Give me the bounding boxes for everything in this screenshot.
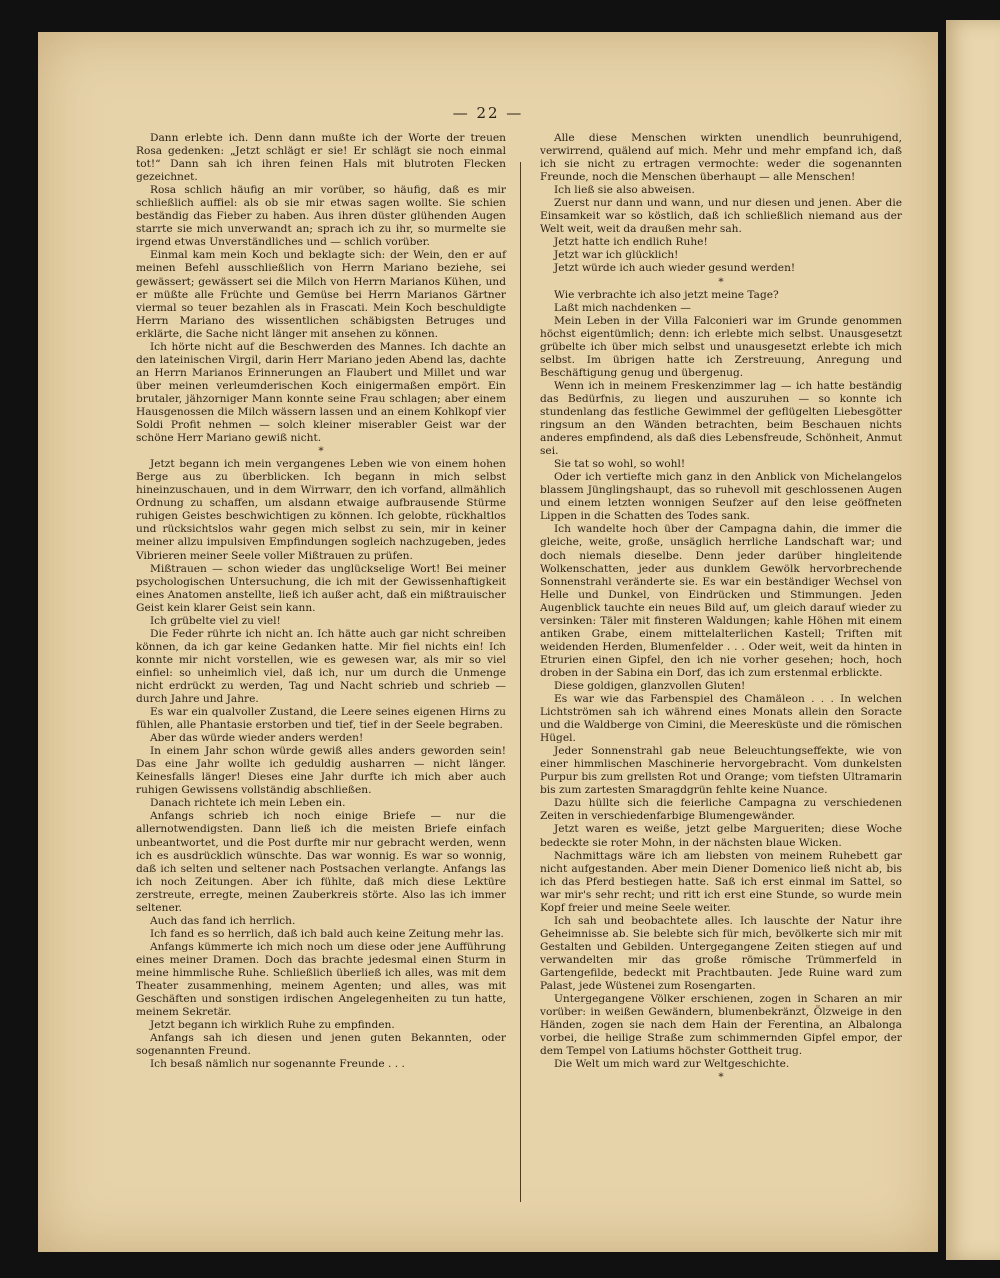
paragraph: Ich fand es so herrlich, daß ich bald auch keine Zeitung mehr las. — [150, 927, 504, 940]
paragraph: Die Feder rührte ich nicht an. Ich hätte auch gar nicht schreiben können, da ich gar keine Gedanken hatte. Mir fiel nichts ein! Ich konnte mir nicht vorstellen, wie es gewesen war, als mir so viel einfiel: so unheimlich viel, daß ich, nur um durch die Unmenge nicht erdrückt zu werden, Tag und Nacht schrieb und schrieb — durch Jahre und Jahre. — [136, 627, 506, 706]
paragraph: Jetzt waren es weiße, jetzt gelbe Margueriten; diese Woche bedeckte sie roter Mohn, in der nächsten blaue Wicken. — [540, 823, 902, 849]
paragraph: Jetzt hatte ich endlich Ruhe! — [554, 236, 708, 249]
paragraph: Rosa schlich häufig an mir vorüber, so häufig, daß es mir schließlich auffiel: als ob sie mir etwas sagen wollte. Sie schien beständig das Fieber zu haben. Aus ihren düster glühenden Augen starrte sie mich unverwandt an; sprach ich zu ihr, so murmelte sie irgend etwas Unverständliches und — schlich vorüber. — [136, 184, 506, 249]
paragraph: In einem Jahr schon würde gewiß alles anders geworden sein! Das eine Jahr wollte ich geduldig ausharren — nicht länger. Keinesfalls länger! Dieses eine Jahr durfte ich mich aber auch ruhigen Gewissens vollständig abschließen. — [136, 745, 506, 797]
column-divider — [520, 162, 521, 1202]
page-number: — 22 — — [452, 104, 524, 122]
paragraph: Wie verbrachte ich also jetzt meine Tage? — [554, 288, 779, 301]
paragraph: Jetzt würde ich auch wieder gesund werden! — [554, 262, 796, 275]
paragraph: Oder ich vertiefte mich ganz in den Anblick von Michelangelos blassem Jünglingshaupt, das so ruhevoll mit geschlossenen Augen und einem letzten wonnigen Seufzer auf den leise geöffneten Lippen in die Schatten des Todes sank. — [540, 471, 902, 523]
paragraph: Jeder Sonnenstrahl gab neue Beleuchtungseffekte, wie von einer himmlischen Maschinerie hervorgebracht. Vom dunkelsten Purpur bis zum grellsten Rot und Orange; vom tiefsten Ultramarin bis zum zartesten Smaragdgrün fehlte keine Nuance. — [540, 745, 902, 797]
paragraph: Untergegangene Völker erschienen, zogen in Scharen an mir vorüber: in weißen Gewändern, blumenbekränzt, Ölzweige in den Händen, zogen sie nach dem Hain der Ferentina, an Albalonga vorbei, die heilige Straße zum schimmernden Gipfel empor, der dem Tempel von Latiums höchster Gottheit trug. — [540, 993, 902, 1058]
paragraph: Laßt mich nachdenken — — [554, 301, 691, 314]
paragraph: Danach richtete ich mein Leben ein. — [150, 797, 346, 810]
paragraph: Alle diese Menschen wirkten unendlich beunruhigend, verwirrend, quälend auf mich. Mehr und mehr empfand ich, daß ich sie nicht zu ertragen vermochte: weder die sogenannten Freunde, noch die Menschen überhaupt — alle Menschen! — [540, 132, 902, 184]
paragraph: Anfangs schrieb ich noch einige Briefe — nur die allernotwendigsten. Dann ließ ich die meisten Briefe einfach unbeantwortet, und die Post durfte mir nur gebracht werden, wenn ich es ausdrücklich wünschte. Das war wonnig. Es war so wonnig, daß ich selten und seltener nach Postsachen verlangte. Anfangs las ich noch Zeitungen. Aber ich fühlte, daß mich diese Lektüre zerstreute, erregte, meinen Zauberkreis störte. Also las ich immer seltener. — [136, 810, 506, 914]
paragraph: Aber das würde wieder anders werden! — [150, 732, 364, 745]
paragraph: Nachmittags wäre ich am liebsten von meinem Ruhebett gar nicht aufgestanden. Aber mein Diener Domenico ließ nicht ab, bis ich das Pferd bestiegen hatte. Saß ich erst einmal im Sattel, so war mir's sehr recht; und ritt ich erst eine Stunde, so wurde mein Kopf freier und meine Seele weiter. — [540, 849, 902, 914]
paragraph: Dazu hüllte sich die feierliche Campagna zu verschiedenen Zeiten in verschiedenfarbige Blumengewänder. — [540, 797, 902, 823]
paragraph: Jetzt war ich glücklich! — [554, 249, 679, 262]
paragraph: Anfangs sah ich diesen und jenen guten Bekannten, oder sogenannten Freund. — [136, 1032, 506, 1058]
paragraph: Jetzt begann ich mein vergangenes Leben wie von einem hohen Berge aus zu überblicken. Ich begann in mich selbst hineinzuschauen, und in dem Wirrwarr, den ich vorfand, allmählich Ordnung zu schaffen, um alsdann etwaige aufbrausende Stürme ruhigen Geistes beschwichtigen zu können. Ich gelobte, rückhaltlos und rücksichtslos wahr gegen mich selbst zu sein, mir in keiner meiner allzu impulsiven Empfindungen sogleich nachzugeben, jedes Vibrieren meiner Seele voller Mißtrauen zu prüfen. — [136, 458, 506, 562]
paragraph: Ich ließ sie also abweisen. — [554, 184, 695, 197]
section-separator: * — [318, 445, 324, 458]
paragraph: Diese goldigen, glanzvollen Gluten! — [554, 679, 746, 692]
paragraph: Auch das fand ich herrlich. — [150, 914, 296, 927]
paragraph: Ich hörte nicht auf die Beschwerden des Mannes. Ich dachte an den lateinischen Virgil, darin Herr Mariano jeden Abend las, dachte an Herrn Marianos Erinnerungen an Flaubert und Millet und war über meinen verleumderischen Koch einigermaßen empört. Ein brutaler, jähzorniger Mann konnte seine Frau schlagen; aber einem Hausgenossen die Milch wässern lassen und an einem Kohlkopf vier Soldi Profit nehmen — solch kleiner miserabler Geist war der schöne Herr Mariano gewiß nicht. — [136, 340, 506, 445]
paragraph: Dann erlebte ich. Denn dann mußte ich der Worte der treuen Rosa gedenken: „Jetzt schlägt er sie! Er schlägt sie noch einmal tot!“ Dann sah ich ihren feinen Hals mit blutroten Flecken gezeichnet. — [136, 132, 506, 184]
paragraph: Einmal kam mein Koch und beklagte sich: der Wein, den er auf meinen Befehl ausschließlich von Herrn Mariano beziehe, sei gewässert; gewässert sei die Milch von Herrn Marianos Kühen, und er müßte alle Früchte und Gemüse bei Herrn Marianos Gärtner viermal so teuer bezahlen als in Frascati. Mein Koch beschuldigte Herrn Mariano des wissentlichen schäbigsten Betruges und erklärte, die Sache nicht länger mit ansehen zu können. — [136, 249, 506, 340]
paragraph: Sie tat so wohl, so wohl! — [554, 458, 686, 471]
right-text-column — [540, 132, 902, 1084]
paragraph: Es war wie das Farbenspiel des Chamäleon . . . In welchen Lichtströmen sah ich während eines Monats allein den Soracte und die Waldberge von Cimini, die Meeresküste und die römischen Hügel. — [540, 693, 902, 745]
section-separator: * — [718, 1071, 724, 1084]
left-text-column — [136, 132, 506, 1071]
paragraph: Ich grübelte viel zu viel! — [150, 614, 281, 627]
section-separator: * — [718, 275, 724, 288]
newspaper-page — [38, 32, 938, 1252]
adjacent-page-edge — [946, 20, 1000, 1260]
paragraph: Wenn ich in meinem Freskenzimmer lag — ich hatte beständig das Bedürfnis, zu liegen und auszuruhen — so konnte ich stundenlang das festliche Gewimmel der geflügelten Liebesgötter ringsum an den Wänden betrachten, beim Beschauen nichts anderes empfindend, als daß dies Lebensfreude, Schönheit, Anmut sei. — [540, 379, 902, 458]
paragraph: Anfangs kümmerte ich mich noch um diese oder jene Aufführung eines meiner Dramen. Doch das brachte jedesmal einen Sturm in meine himmlische Ruhe. Schließlich überließ ich alles, was mit dem Theater zusammenhing, meinem Agenten; und alles, was mit Geschäften und sonstigen irdischen Angelegenheiten zu tun hatte, meinem Sekretär. — [136, 940, 506, 1019]
paragraph: Mein Leben in der Villa Falconieri war im Grunde genommen höchst eigentümlich; denn: ich erlebte mich selbst. Unausgesetzt grübelte ich über mich selbst und unausgesetzt erlebte ich mich selbst. Im übrigen hatte ich Zerstreuung, Anregung und Beschäftigung genug und übergenug. — [540, 314, 902, 379]
paragraph: Es war ein qualvoller Zustand, die Leere seines eigenen Hirns zu fühlen, alle Phantasie erstorben und tief, tief in der Seele begraben. — [136, 706, 506, 732]
paragraph: Ich sah und beobachtete alles. Ich lauschte der Natur ihre Geheimnisse ab. Sie belebte sich für mich, bevölkerte sich mir mit Gestalten und Gebilden. Untergegangene Zeiten stiegen auf und verwandelten mir das große römische Trümmerfeld in Gartengefilde, bedeckt mit Prachtbauten. Jede Ruine ward zum Palast, jede Wüstenei zum Rosengarten. — [540, 914, 902, 993]
paragraph: Zuerst nur dann und wann, und nur diesen und jenen. Aber die Einsamkeit war so köstlich, daß ich schließlich niemand aus der Welt weit, weit da draußen mehr sah. — [540, 197, 902, 236]
paragraph: Ich wandelte hoch über der Campagna dahin, die immer die gleiche, weite, große, unsäglich herrliche Landschaft war; und doch niemals dieselbe. Denn jeder darüber hingleitende Wolkenschatten, jeder aus dunklem Gewölk hervorbrechende Sonnenstrahl veränderte sie. Es war ein beständiger Wechsel von Helle und Dunkel, von Eindrücken und Stimmungen. Jeden Augenblick tauchte ein neues Bild auf, um gleich darauf wieder zu versinken: Täler mit finsteren Waldungen; kahle Höhen mit einem antiken Grabe, einem mittelalterlichen Kastell; Triften mit weidenden Herden, Blumenfelder . . . Oder weit, weit da hinten in Etrurien einen Gipfel, den ich nie vorher gesehen; hoch, hoch droben in der Sabina ein Dorf, das ich zum erstenmal erblickte. — [540, 523, 902, 679]
paragraph: Jetzt begann ich wirklich Ruhe zu empfinden. — [150, 1019, 395, 1032]
paragraph: Mißtrauen — schon wieder das unglückselige Wort! Bei meiner psychologischen Untersuchung, die ich mit der Gewissenhaftigkeit eines Anatomen anstellte, ließ ich außer acht, daß ein mißtrauischer Geist kein klarer Geist sein kann. — [136, 562, 506, 614]
paragraph: Die Welt um mich ward zur Weltgeschichte. — [554, 1058, 790, 1071]
paragraph: Ich besaß nämlich nur sogenannte Freunde . . . — [150, 1058, 405, 1071]
